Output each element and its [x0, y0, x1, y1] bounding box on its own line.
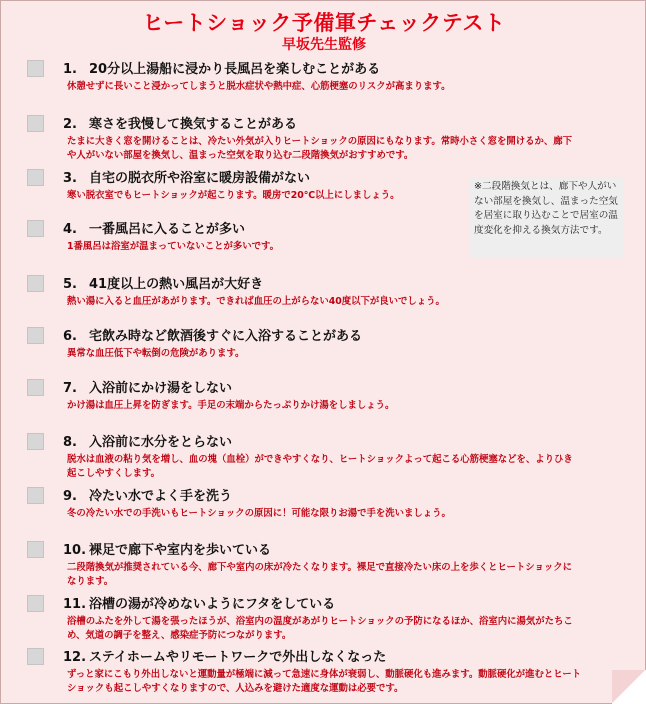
question [63, 325, 362, 344]
checkbox[interactable] [27, 487, 44, 504]
checkbox[interactable] [27, 595, 44, 612]
checkbox[interactable] [27, 379, 44, 396]
question [63, 273, 263, 292]
question-text: 裸足で廊下や室内を歩いている [89, 543, 272, 558]
advice-text: ずっと家にこもり外出しないと運動量が極端に減って急速に身体が衰弱し、動脈硬化も進みます。動脈硬化が進むとヒートショックも起こしやすくなりますので、人込みを避けた適度な運動は必要です。 [67, 669, 581, 694]
question [63, 485, 232, 504]
item-number: 9. [63, 489, 77, 504]
question [63, 218, 245, 237]
question [63, 646, 386, 665]
side-note: ※二段階換気とは、廊下や人がいない部屋を換気し、温まった空気を居室に取り込むことで居室の温度変化を抑える換気方法です。 [469, 177, 623, 257]
advice-text: 浴槽のふたを外して湯を張ったほうが、浴室内の温度があがりヒートショックの予防になるほか、浴室内に湯気がたちこめ、気道の調子を整え、感染症予防につながります。 [67, 616, 573, 641]
checkbox[interactable] [27, 327, 44, 344]
question-text: 入浴前に水分をとらない [89, 435, 233, 450]
question-text: ステイホームやリモートワークで外出しなくなった [89, 650, 387, 665]
item-number: 12. [63, 650, 87, 665]
question-text: 20分以上湯船に浸かり長風呂を楽しむことがある [89, 62, 381, 77]
advice-text: 寒い脱衣室でもヒートショックが起こります。暖房で20℃以上にしましょう。 [67, 190, 400, 201]
advice-text: 異常な血圧低下や転倒の危険があります。 [67, 348, 245, 359]
checkbox[interactable] [27, 433, 44, 450]
item-number: 10. [63, 543, 87, 558]
item-number: 3. [63, 171, 77, 186]
question [63, 58, 380, 77]
checkbox[interactable] [27, 275, 44, 292]
advice-text: かけ湯は血圧上昇を防ぎます。手足の末端からたっぷりかけ湯をしましょう。 [67, 400, 395, 411]
checkbox[interactable] [27, 169, 44, 186]
question [63, 431, 232, 450]
checkbox[interactable] [27, 220, 44, 237]
item-number: 5. [63, 277, 77, 292]
question [63, 377, 232, 396]
page-subtitle: 早坂先生監修 [282, 37, 366, 53]
question-text: 寒さを我慢して換気することがある [89, 117, 298, 132]
advice-text: 熱い湯に入ると血圧があがります。できれば血圧の上がらない40度以下が良いでしょう。 [67, 296, 445, 307]
question-text: 浴槽の湯が冷めないようにフタをしている [89, 597, 336, 612]
advice-text: たまに大きく窓を開けることは、冷たい外気が入りヒートショックの原因にもなります。常時小さく窓を開けるか、廊下や人がいない部屋を換気し、温まった空気を取り込む二段階換気がおすすめです。 [67, 136, 572, 161]
question [63, 593, 335, 612]
checkbox[interactable] [27, 115, 44, 132]
checkbox[interactable] [27, 60, 44, 77]
item-number: 11. [63, 597, 87, 612]
question [63, 539, 271, 558]
item-number: 2. [63, 117, 77, 132]
question-text: 自宅の脱衣所や浴室に暖房設備がない [89, 171, 311, 186]
question-text: 入浴前にかけ湯をしない [89, 381, 233, 396]
advice-text: 二段階換気が推奨されている今、廊下や室内の床が冷たくなります。裸足で直接冷たい床の上を歩くとヒートショックになります。 [67, 562, 572, 587]
question-text: 41度以上の熱い風呂が大好き [89, 277, 264, 292]
question [63, 167, 310, 186]
item-number: 4. [63, 222, 77, 237]
item-number: 1. [63, 62, 77, 77]
checkbox[interactable] [27, 541, 44, 558]
advice-text: 脱水は血液の粘り気を増し、血の塊（血栓）ができやすくなり、ヒートショックよって起こる心筋梗塞などを、よりひき起こしやすくします。 [67, 454, 573, 479]
advice-text: 冬の冷たい水での手洗いもヒートショックの原因に！可能な限りお湯で手を洗いましょう。 [67, 508, 451, 519]
advice-text: 1番風呂は浴室が温まっていないことが多いです。 [67, 241, 280, 252]
item-number: 7. [63, 381, 77, 396]
question-text: 宅飲み時など飲酒後すぐに入浴することがある [89, 329, 363, 344]
item-number: 6. [63, 329, 77, 344]
question-text: 冷たい水でよく手を洗う [89, 489, 233, 504]
question-text: 一番風呂に入ることが多い [89, 222, 246, 237]
item-number: 8. [63, 435, 77, 450]
checkbox[interactable] [27, 648, 44, 665]
page-curl [612, 670, 646, 704]
advice-text: 休憩せずに長いこと浸かってしまうと脱水症状や熱中症、心筋梗塞のリスクが高まります。 [67, 81, 451, 92]
question [63, 113, 297, 132]
page-title: ヒートショック予備軍チェックテスト [142, 11, 506, 35]
